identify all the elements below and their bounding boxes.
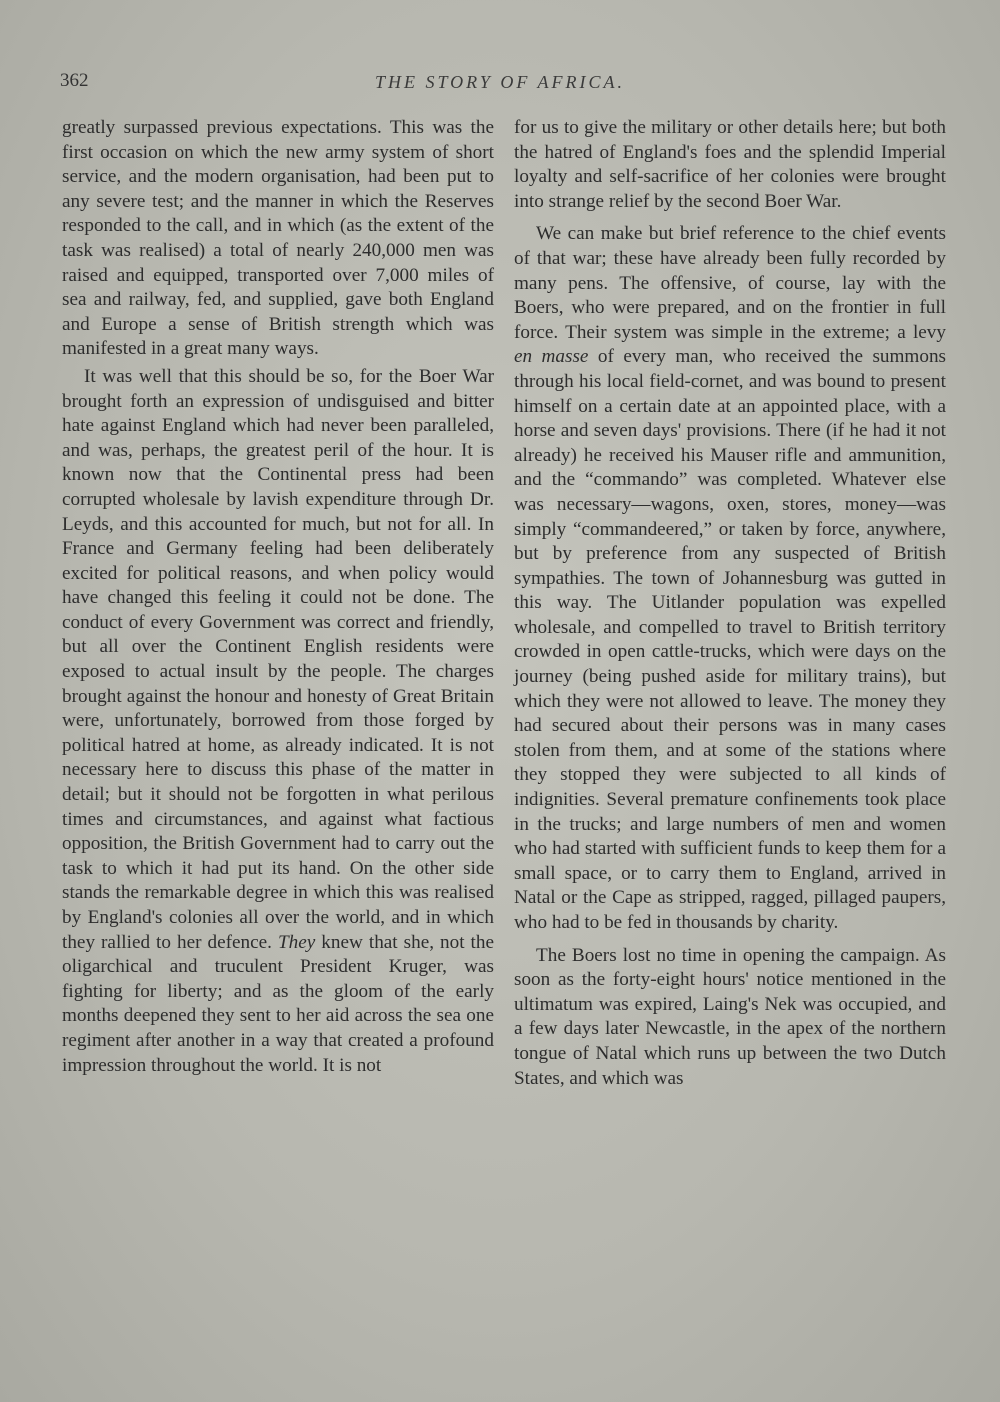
- right-column: [514, 116, 946, 1091]
- paragraph: [62, 365, 494, 1078]
- paragraph-text: It was well that this should be so, for the Boer War brought forth an expression of undisguised and bitter hate against England which had never been paralleled, and was, perhaps, the greatest peril of the hour. It is known now that the Continental press had been corrupted wholesale by lavish expenditure through Dr. Leyds, and this accounted for much, but not for all. In France and Germany feeling had been deliberately excited for political reasons, and when policy would have changed this feeling it could not be done. The conduct of every Government was correct and friendly, but all over the Continent English residents were exposed to actual insult by the people. The charges brought against the honour and honesty of Great Britain were, unfortunately, borrowed from those forged by political hatred at home, as already indicated. It is not necessary here to discuss this phase of the matter in detail; but it should not be forgotten in what perilous times and circumstances, and against what factious opposition, the British Government had to carry out the task to which it had put its hand. On the other side stands the remarkable degree in which this was realised by England's colonies all over the world, and in which they rallied to her defence.: [62, 365, 494, 953]
- paragraph: The Boers lost no time in opening the campaign. As soon as the forty-eight hours' notice mentioned in the ultimatum was expired, Laing's Nek was occupied, and a few days later Newcastle, in the apex of the northern tongue of Natal which runs up between the two Dutch States, and which was: [514, 944, 946, 1089]
- paragraph: [514, 222, 946, 935]
- paragraph-text: of every man, who received the summons through his local field-cornet, and was bound to present himself on a certain date at an appointed place, with a horse and seven days' provisions. There (if he had it not already) he received his Mauser rifle and ammunition, and the “commando” was completed. Whatever else was necessary—wagons, oxen, stores, money—was simply “commandeered,” or taken by force, anywhere, but by preference from any suspected of British sympathies. The town of Johannesburg was gutted in this way. The Uitlander population was expelled wholesale, and compelled to travel to British territory crowded in open cattle-trucks, which were days on the journey (being pushed aside for military trains), but which they were not allowed to leave. The money they had secured about their persons was in many cases stolen from them, and at some of the stations where they stopped they were subjected to all kinds of indignities. Several premature confinements took place in the trucks; and large numbers of men and women who had started with sufficient funds to keep them for a small space, or to carry them to England, arrived in Natal or the Cape as stripped, ragged, pillaged paupers, who had to be fed in thousands by charity.: [514, 346, 947, 933]
- page-number: 362: [60, 70, 89, 91]
- page-header: [60, 70, 940, 100]
- italic-phrase: en masse: [514, 346, 589, 368]
- paragraph-text: We can make but brief reference to the chief events of that war; these have already been fully recorded by many pens. The offensive, of course, lay with the Boers, who were prepared, and on the frontier in full force. Their system was simple in the extreme; a levy: [514, 223, 946, 343]
- left-column: [62, 116, 494, 1078]
- italic-word: They: [277, 931, 316, 953]
- paragraph: for us to give the military or other details here; but both the hatred of England's foes and the splendid Imperial loyalty and self-sacrifice of her colonies were brought into strange relief by the second Boer War.: [514, 117, 946, 212]
- running-title: THE STORY OF AFRICA.: [374, 72, 626, 92]
- paragraph-text: knew that she, not the oligarchical and truculent President Kruger, was fighting for liberty; and as the gloom of the early months deepened they sent to her aid across the sea one regiment after another in a way that created a profound impression throughout the world. It is not: [62, 931, 495, 1076]
- paragraph: greatly surpassed previous expectations. This was the first occasion on which the new army system of short service, and the modern organisation, had been put to any severe test; and the manner in which the Reserves responded to the call, and in which (as the extent of the task was realised) a total of nearly 240,000 men was raised and equipped, transported over 7,000 miles of sea and railway, fed, and supplied, gave both England and Europe a sense of British strength which was manifested in a great many ways.: [62, 117, 494, 360]
